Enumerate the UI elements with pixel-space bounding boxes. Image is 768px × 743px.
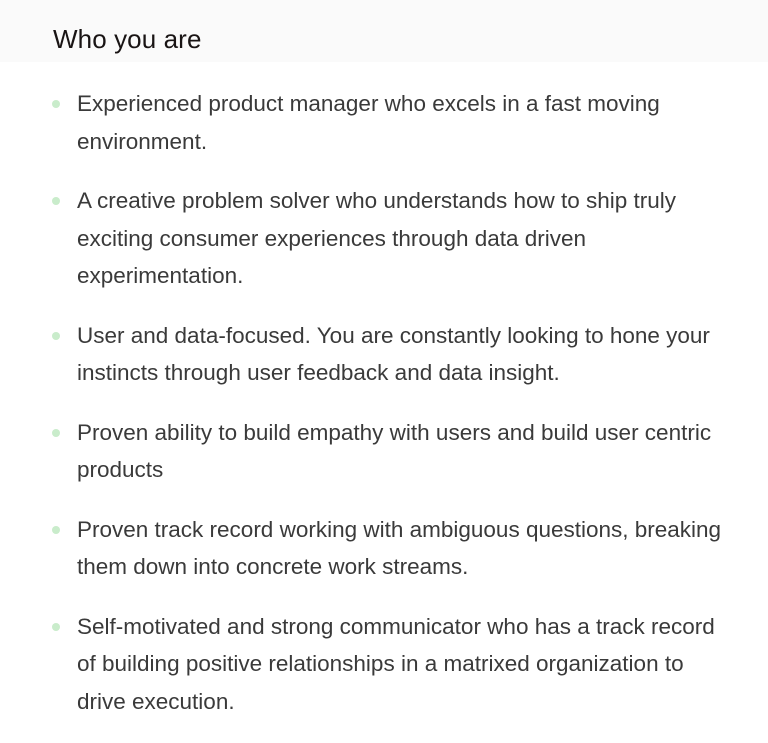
bullet-icon — [52, 526, 60, 534]
list-item-text: Proven ability to build empathy with users and build user centric products — [77, 419, 712, 482]
bullet-icon — [52, 100, 60, 108]
bullet-icon — [52, 623, 60, 631]
list-item-text: A creative problem solver who understands how to ship truly exciting consumer experiences through data driven experimentation. — [77, 188, 677, 288]
bullet-icon — [52, 197, 60, 205]
list-item-text: User and data-focused. You are constantly looking to hone your instincts through user feedback and data insight. — [77, 322, 710, 385]
list-item — [0, 317, 768, 392]
list-item — [0, 182, 768, 295]
list-item-text: Self-motivated and strong communicator who has a track record of building positive relationships in a matrixed organization to drive execution. — [77, 613, 715, 714]
list-item-text: Proven track record working with ambiguous questions, breaking them down into concrete work streams. — [77, 516, 722, 579]
bullet-icon — [52, 429, 60, 437]
list-item-text: Experienced product manager who excels in a fast moving environment. — [77, 91, 660, 154]
list-item — [0, 85, 768, 160]
requirements-list — [0, 85, 768, 742]
list-item — [0, 608, 768, 721]
list-item — [0, 511, 768, 586]
section-title: Who you are — [53, 24, 202, 54]
bullet-icon — [52, 332, 60, 340]
list-item — [0, 414, 768, 489]
